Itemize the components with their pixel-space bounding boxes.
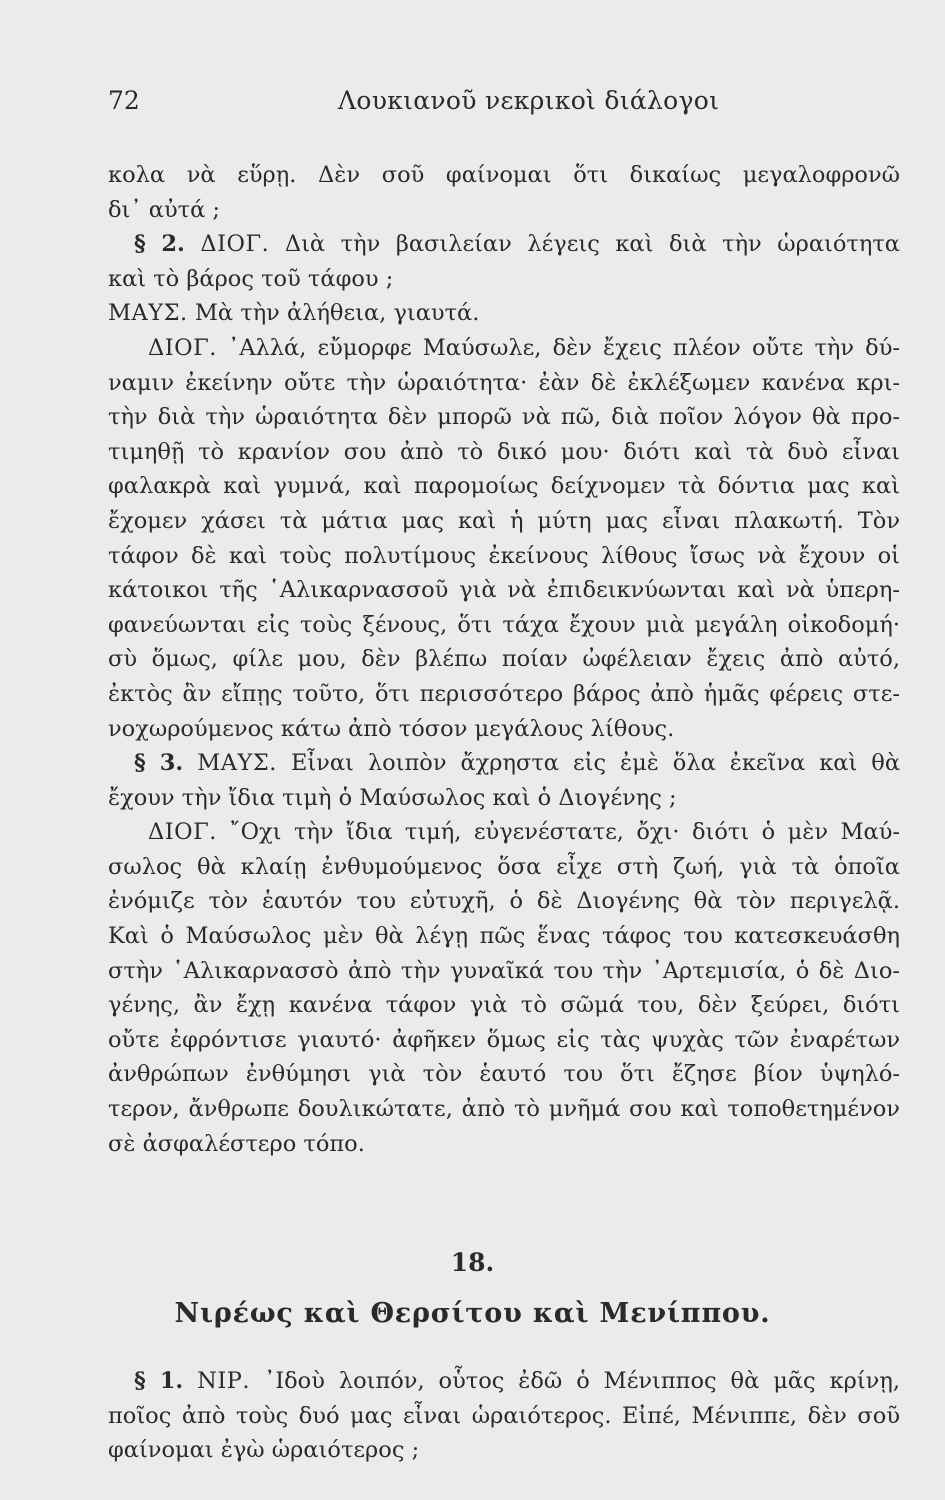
text-line xyxy=(108,331,900,366)
text-line: στὴν ῾Αλικαρνασσὸ ἀπὸ τὴν γυναῖκά του τὴν ᾽Αρτεμισία, ὁ δὲ Διο- xyxy=(108,957,900,984)
speaker-label: ΜΑΥΣ. xyxy=(108,300,188,327)
speaker-label: ΔΙΟΓ. xyxy=(148,334,217,361)
text-segment: ῎Οχι τὴν ἴδια τιμή, εὐγενέστατε, ὄχι· διότι ὁ μὲν Μαύ- xyxy=(229,819,900,846)
text-line: ἐκτὸς ἂν εἴπῃς τοῦτο, ὅτι περισσότερο βάρος ἀπὸ ἡμᾶς φέρεις στε- xyxy=(108,680,900,707)
text-line: σὲ ἀσφαλέστερο τόπο. xyxy=(108,1130,365,1157)
section-mark: § xyxy=(134,231,146,258)
section-mark: § xyxy=(134,1368,146,1394)
text-line: τάφον δὲ καὶ τοὺς πολυτίμους ἐκείνους λίθους ἴσως νὰ ἔχουν οἱ xyxy=(108,542,900,569)
section-line xyxy=(108,746,900,781)
text-line xyxy=(108,296,900,331)
running-head xyxy=(108,86,898,126)
text-line: κολα νὰ εὕρῃ. Δὲν σοῦ φαίνομαι ὅτι δικαίως μεγαλοφρονῶ xyxy=(108,162,900,188)
text-line xyxy=(108,815,900,850)
speaker-label: ΝΙΡ. xyxy=(197,1368,251,1394)
dialogue-text-chapter-18 xyxy=(108,1364,900,1468)
dialogue-text xyxy=(108,158,900,1161)
section-mark: § xyxy=(134,750,146,777)
text-line: τερον, ἄνθρωπε δουλικώτατε, ἀπὸ τὸ μνῆμά σου καὶ τοποθετημένον xyxy=(108,1096,900,1123)
text-segment: ᾽Αλλά, εὔμορφε Μαύσωλε, δὲν ἔχεις πλέον οὔτε τὴν δύ- xyxy=(228,334,901,361)
text-line: ναμιν ἐκείνην οὔτε τὴν ὡραιότητα· ἐὰν δὲ ἐκλέξωμεν κανένα κρι- xyxy=(108,369,900,396)
text-line: οὔτε ἐφρόντισε γιαυτό· ἀφῆκεν ὅμως εἰς τὰς ψυχὰς τῶν ἐναρέτων xyxy=(108,1026,900,1053)
chapter-number: 18. xyxy=(450,1248,495,1277)
section-line xyxy=(108,1364,900,1399)
text-line: ἔχομεν χάσει τὰ μάτια μας καὶ ἡ μύτη μας εἶναι πλακωτή. Τὸν xyxy=(108,507,900,534)
text-line: Καὶ ὁ Μαύσωλος μὲν θὰ λέγῃ πῶς ἕνας τάφος του κατεσκευάσθη xyxy=(108,923,900,950)
speaker-label: ΔΙΟΓ. xyxy=(148,819,217,846)
section-line xyxy=(108,227,900,262)
text-line: ἐνόμιζε τὸν ἑαυτόν του εὐτυχῆ, ὁ δὲ Διογένης θὰ τὸν περιγελᾷ. xyxy=(108,888,900,915)
text-line: σὺ ὅμως, φίλε μου, δὲν βλέπω ποίαν ὠφέλειαν ἔχεις ἀπὸ αὐτό, xyxy=(108,646,900,673)
text-line: φαίνομαι ἐγὼ ὡραιότερος ; xyxy=(108,1437,420,1464)
text-line: τὴν διὰ τὴν ὡραιότητα δὲν μπορῶ νὰ πῶ, διὰ ποῖον λόγον θὰ προ- xyxy=(108,404,900,431)
speaker-label: ΜΑΥΣ. xyxy=(197,750,277,777)
text-line: γένης, ἂν ἔχῃ κανένα τάφον γιὰ τὸ σῶμά του, δὲν ξεύρει, διότι xyxy=(108,992,900,1019)
text-line: κάτοικοι τῆς ῾Αλικαρνασσοῦ γιὰ νὰ ἐπιδεικνύωνται καὶ νὰ ὑπερη- xyxy=(108,577,900,604)
speaker-label: ΔΙΟΓ. xyxy=(200,231,270,258)
chapter-title: Νιρέως καὶ Θερσίτου καὶ Μενίππου. xyxy=(174,1298,771,1329)
text-line: τιμηθῇ τὸ κρανίον σου ἀπὸ τὸ δικό μου· διότι καὶ τὰ δυὸ εἶναι xyxy=(108,438,900,465)
running-title: Λουκιανοῦ νεκρικοὶ διάλογοι xyxy=(338,86,720,115)
section-number: 2. xyxy=(161,231,185,258)
text-line: ποῖος ἀπὸ τοὺς δυό μας εἶναι ὡραιότερος. Εἰπέ, Μένιππε, δὲν σοῦ xyxy=(108,1402,900,1429)
text-segment: Διὰ τὴν βασιλείαν λέγεις καὶ διὰ τὴν ὡραιότητα xyxy=(284,231,900,258)
text-segment: ᾽Ιδοὺ λοιπόν, οὗτος ἐδῶ ὁ Μένιππος θὰ μᾶς κρίνῃ, xyxy=(263,1368,900,1394)
text-line: ἔχουν τὴν ἴδια τιμὴ ὁ Μαύσωλος καὶ ὁ Διογένης ; xyxy=(108,784,677,811)
text-line: σωλος θὰ κλαίῃ ἐνθυμούμενος ὅσα εἶχε στὴ ζωή, γιὰ τὰ ὁποῖα xyxy=(108,853,900,880)
text-line: φανεύωνται εἰς τοὺς ξένους, ὅτι τάχα ἔχουν μιὰ μεγάλη οἰκοδομή· xyxy=(108,611,900,638)
section-number: 3. xyxy=(159,750,184,777)
page-number: 72 xyxy=(108,86,140,115)
text-line: καὶ τὸ βάρος τοῦ τάφου ; xyxy=(108,265,394,292)
text-line: νοχωρούμενος κάτω ἀπὸ τόσον μεγάλους λίθους. xyxy=(108,715,675,742)
text-segment: Μὰ τὴν ἀλήθεια, γιαυτά. xyxy=(194,300,480,327)
text-line: δι᾽ αὐτά ; xyxy=(108,196,221,223)
text-line: ἀνθρώπων ἐνθύμησι γιὰ τὸν ἑαυτό του ὅτι ἔζησε βίον ὑψηλό- xyxy=(108,1061,900,1088)
section-number: 1. xyxy=(159,1368,184,1394)
text-segment: Εἶναι λοιπὸν ἄχρηστα εἰς ἐμὲ ὅλα ἐκεῖνα καὶ θὰ xyxy=(290,750,901,777)
text-line: φαλακρὰ καὶ γυμνά, καὶ παρομοίως δείχνομεν τὰ δόντια μας καὶ xyxy=(108,473,900,500)
